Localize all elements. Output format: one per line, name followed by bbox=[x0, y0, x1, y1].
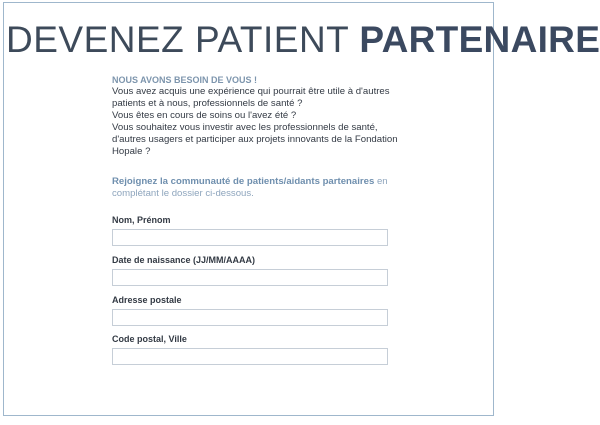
page-title bbox=[6, 18, 600, 62]
field-city-label: Code postal, Ville bbox=[112, 334, 187, 344]
field-address-label: Adresse postale bbox=[112, 295, 182, 305]
intro-line: Vous avez acquis une expérience qui pourrait être utile à d'autres bbox=[112, 86, 390, 97]
intro-line: patients et à nous, professionnels de santé ? bbox=[112, 98, 303, 109]
join-text bbox=[112, 176, 412, 200]
page-title-light: DEVENEZ PATIENT bbox=[6, 19, 349, 60]
intro-line: Hopale ? bbox=[112, 146, 151, 157]
address-input[interactable] bbox=[112, 309, 388, 326]
intro-line: Vous souhaitez vous investir avec les professionnels de santé, bbox=[112, 122, 378, 133]
intro-heading: NOUS AVONS BESOIN DE VOUS ! bbox=[112, 75, 258, 85]
birthdate-input[interactable] bbox=[112, 269, 388, 286]
field-birthdate-label: Date de naissance (JJ/MM/AAAA) bbox=[112, 255, 256, 265]
field-birthdate bbox=[112, 255, 388, 286]
join-strong: Rejoignez la communauté de patients/aidants partenaires bbox=[112, 176, 375, 187]
intro-section bbox=[112, 74, 412, 200]
intro-line: Vous êtes en cours de soins ou l'avez été ? bbox=[112, 110, 297, 121]
field-name bbox=[112, 215, 388, 246]
join-soft-line2: complétant le dossier ci-dessous. bbox=[112, 188, 254, 199]
city-input[interactable] bbox=[112, 348, 388, 365]
page-title-bold: PARTENAIRE bbox=[359, 19, 600, 60]
intro-line: d'autres usagers et participer aux projets innovants de la Fondation bbox=[112, 134, 398, 145]
field-address bbox=[112, 295, 388, 326]
name-input[interactable] bbox=[112, 229, 388, 246]
field-name-label: Nom, Prénom bbox=[112, 215, 171, 225]
intro-text bbox=[112, 86, 412, 158]
field-city bbox=[112, 334, 388, 365]
join-soft-inline: en bbox=[374, 176, 388, 187]
